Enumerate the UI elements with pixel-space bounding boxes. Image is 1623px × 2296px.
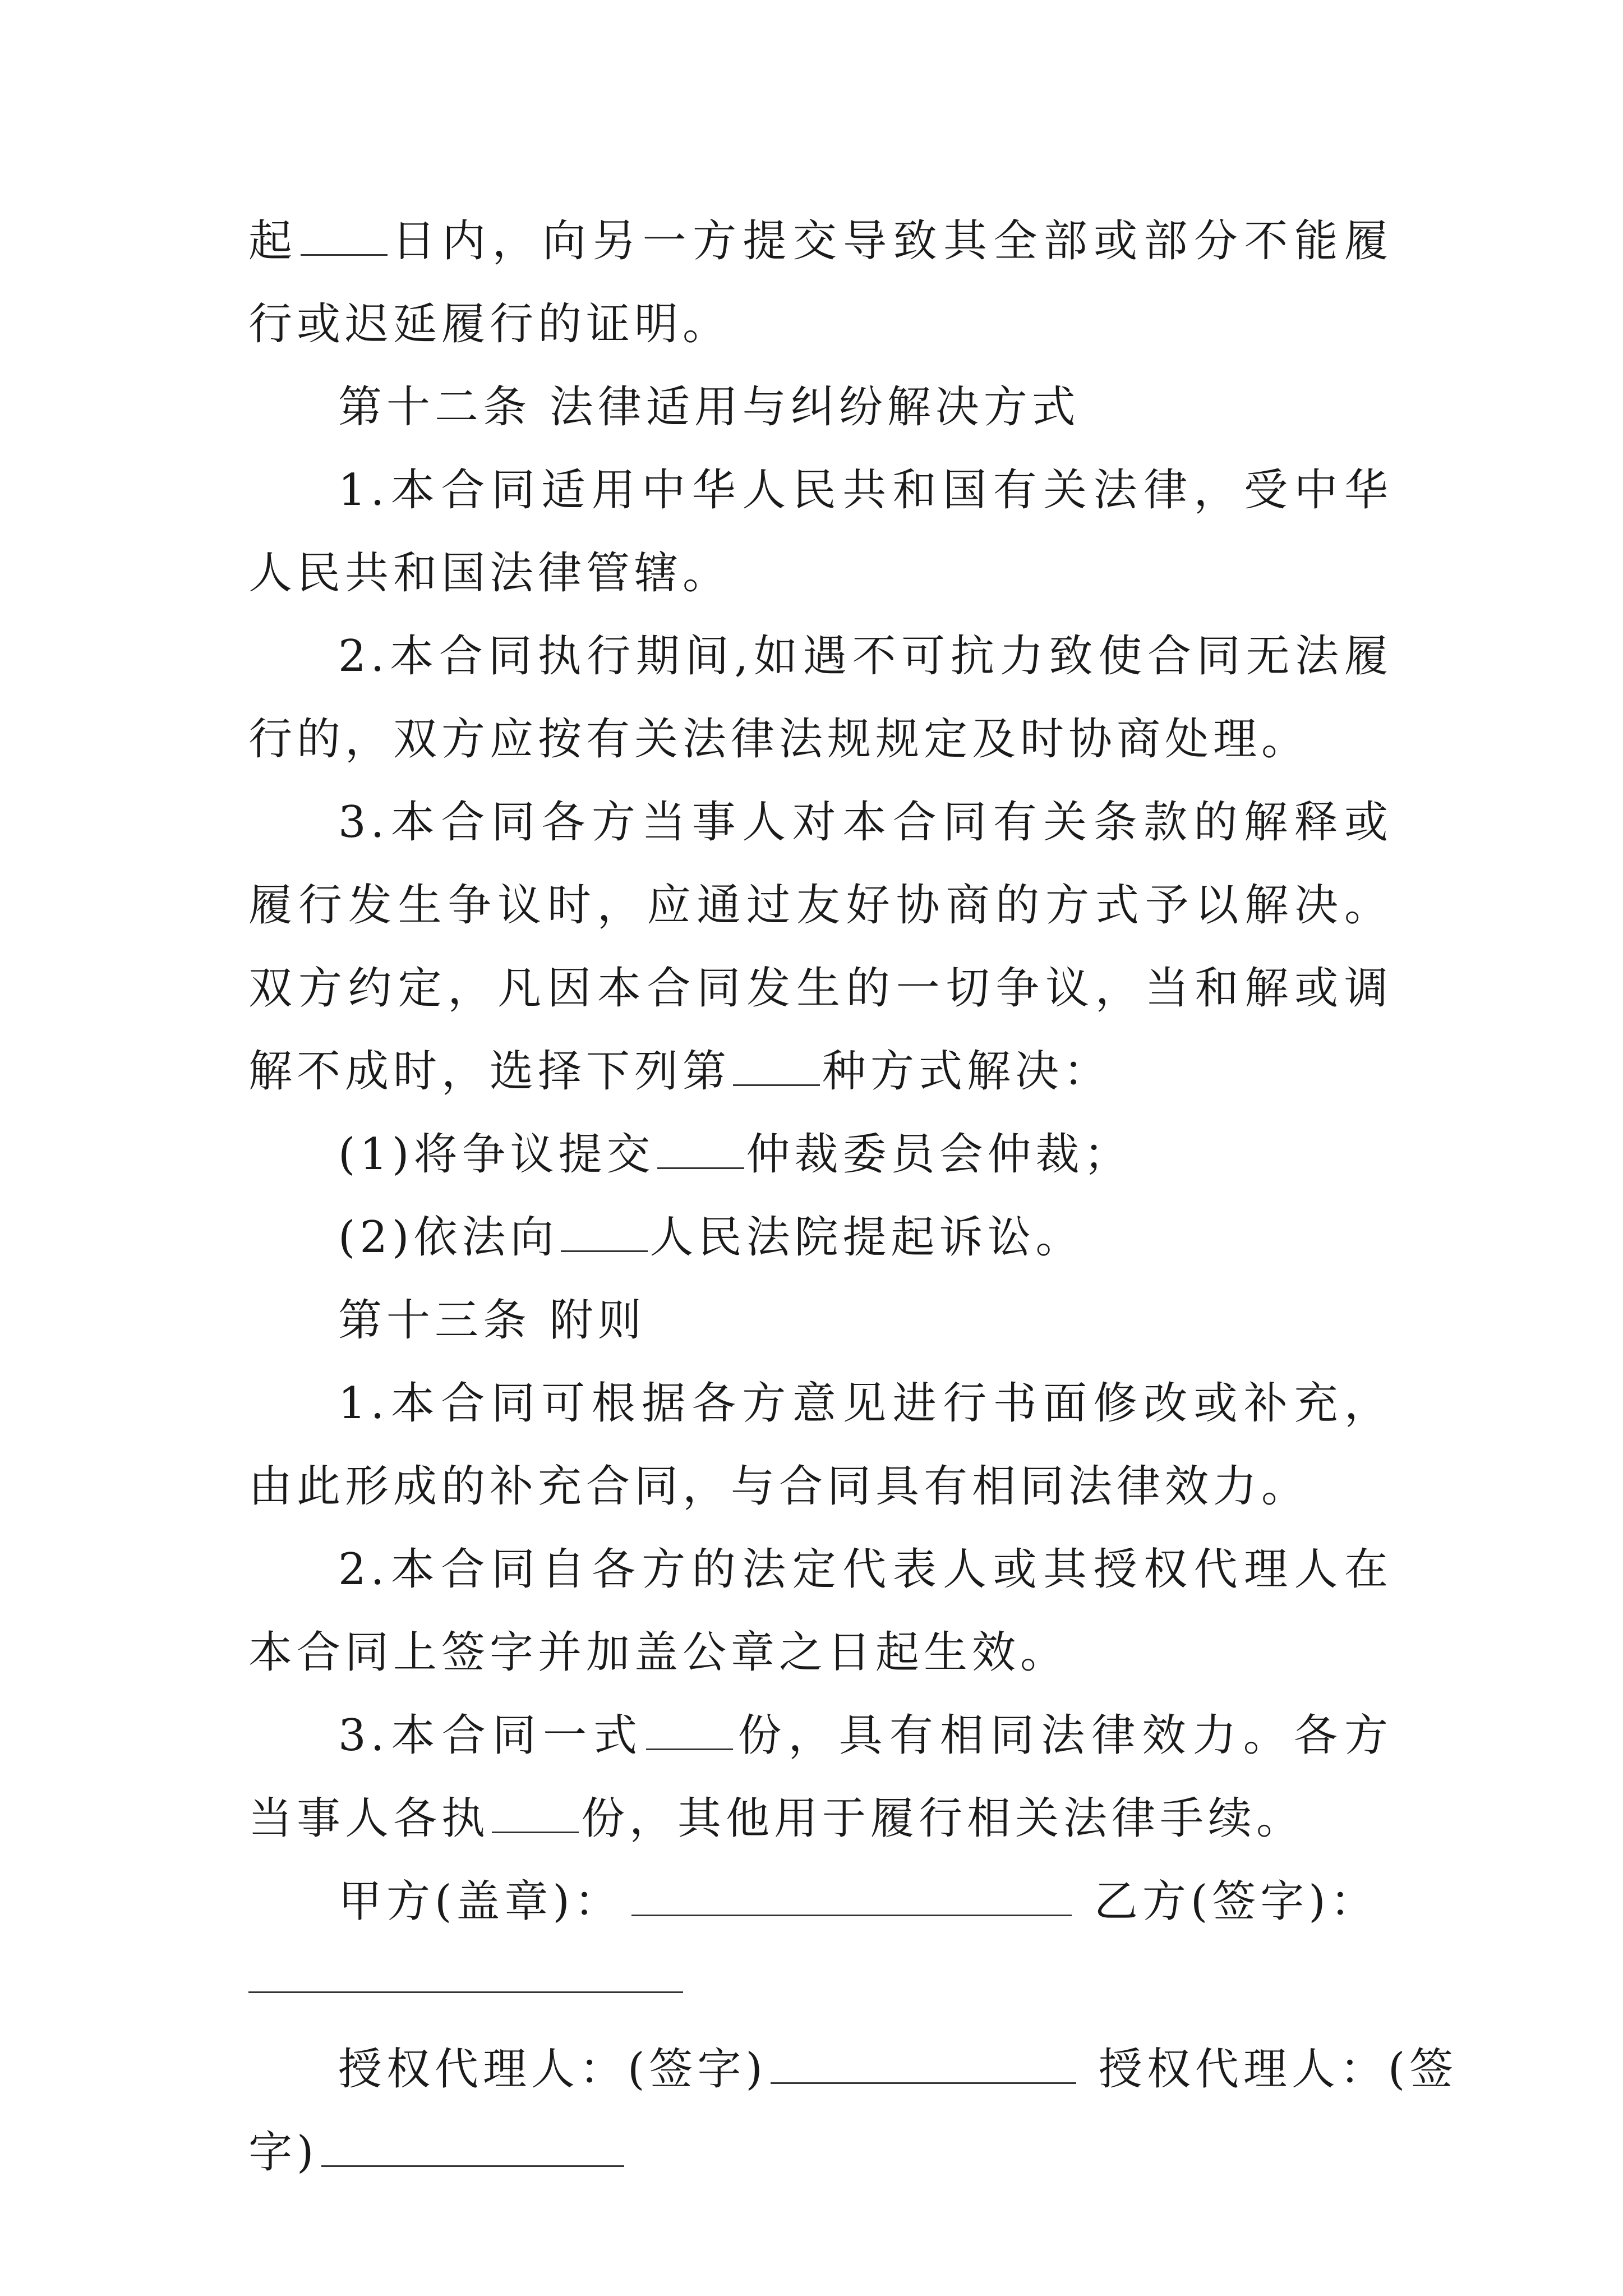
blank-court xyxy=(561,1216,648,1252)
paragraph-force-majeure-proof: 起 日内，向另一方提交导致其全部或部分不能履行或迟延履行的证明。 xyxy=(248,216,1393,349)
party-b-label: 乙方(签字)： xyxy=(1094,1876,1378,1927)
party-a-signature-line xyxy=(631,1880,1072,1916)
article-12-title: 第十二条 法律适用与纠纷解决方式 xyxy=(338,382,1080,432)
blank-arbitration-commission xyxy=(657,1133,744,1169)
agent-2-signature-line xyxy=(321,2131,624,2167)
article-12-clause-1: 1.本合同适用中华人民共和国有关法律，受中华人民共和国法律管辖。 xyxy=(248,465,1393,599)
article-13-title: 第十三条 附则 xyxy=(338,1295,646,1346)
party-a-label: 甲方(盖章)： xyxy=(338,1876,623,1927)
agent-2-label: 授权代理人：(签 xyxy=(1098,2044,1458,2095)
article-13-clause-1: 1.本合同可根据各方意见进行书面修改或补充，由此形成的补充合同，与合同具有相同法律效力。 xyxy=(248,1378,1393,1512)
agent-1-label: 授权代理人：(签字) xyxy=(338,2044,767,2095)
article-12-clause-2: 2.本合同执行期间,如遇不可抗力致使合同无法履行的，双方应按有关法律法规规定及时协商处理。 xyxy=(248,631,1393,765)
blank-option-number xyxy=(733,1050,820,1086)
blank-copies-total xyxy=(646,1714,733,1750)
blank-copies-each xyxy=(492,1797,579,1833)
signature-row-agent-2-continued: 字) xyxy=(248,2111,1393,2194)
signature-row-agents xyxy=(248,2028,1458,2111)
article-13-clause-2: 2.本合同自各方的法定代表人或其授权代理人在本合同上签字并加盖公章之日起生效。 xyxy=(248,1544,1393,1678)
party-b-signature-line xyxy=(248,1943,683,1993)
article-12-option-1: (1)将争议提交 仲裁委员会仲裁； xyxy=(338,1129,1132,1180)
article-13-clause-3: 3.本合同一式 份，具有相同法律效力。各方当事人各执 份，其他用于履行相关法律手续。 xyxy=(248,1710,1393,1844)
signature-row-parties xyxy=(248,1860,1393,1943)
contract-body xyxy=(248,200,1458,2194)
article-12-option-2: (2)依法向 人民法院提起诉讼。 xyxy=(338,1212,1084,1263)
agent-1-signature-line xyxy=(771,2047,1076,2084)
blank-days xyxy=(301,219,388,256)
article-12-clause-3: 3.本合同各方当事人对本合同有关条款的解释或履行发生争议时，应通过友好协商的方式予以解决。双方约定，凡因本合同发生的一切争议，当和解或调解不成时，选择下列第 种方式解决： xyxy=(248,797,1393,1097)
